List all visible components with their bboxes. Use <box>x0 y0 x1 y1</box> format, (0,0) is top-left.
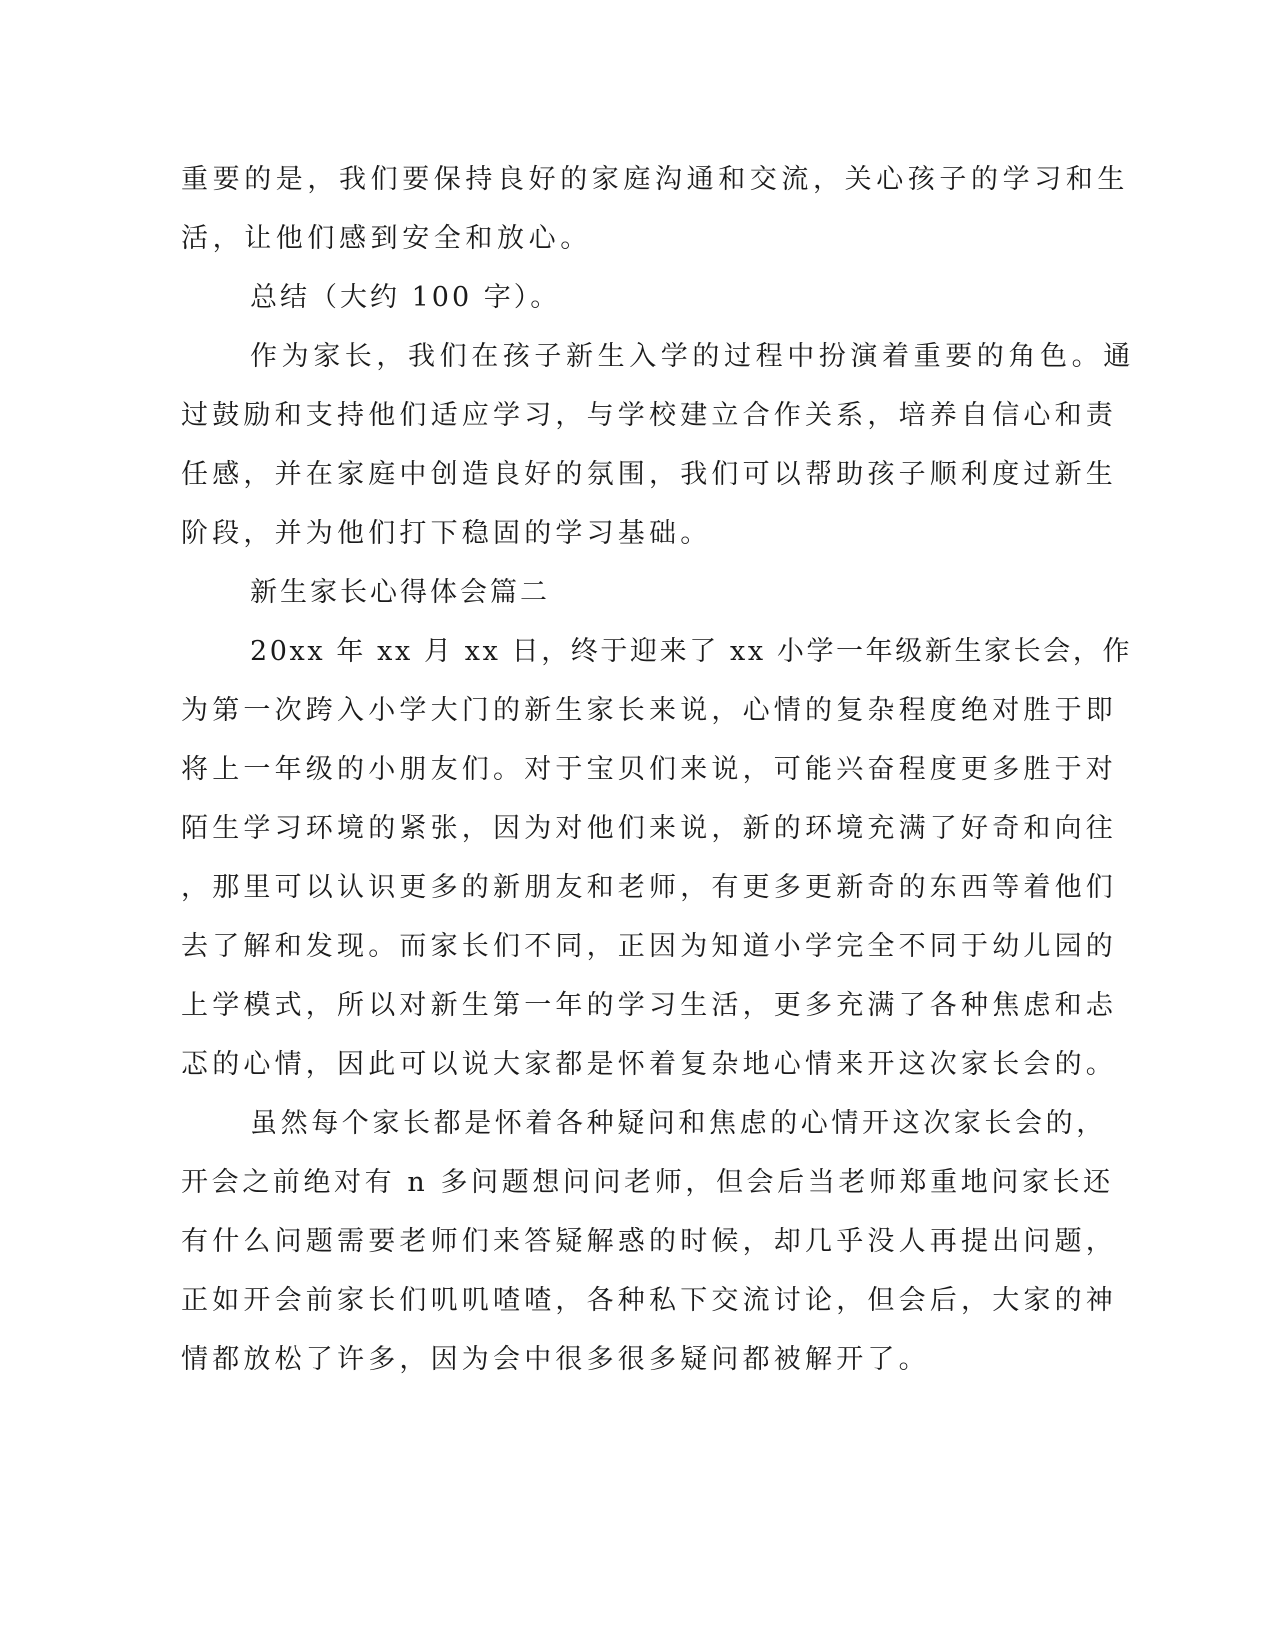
text-line: 正如开会前家长们叽叽喳喳，各种私下交流讨论，但会后，大家的神 <box>181 1285 1117 1316</box>
text-line: 过鼓励和支持他们适应学习，与学校建立合作关系，培养自信心和责 <box>181 400 1117 431</box>
section-heading: 新生家长心得体会篇二 <box>250 577 550 608</box>
text-line: ，那里可以认识更多的新朋友和老师，有更多更新奇的东西等着他们 <box>181 872 1117 903</box>
text-line: 忑的心情，因此可以说大家都是怀着复杂地心情来开这次家长会的。 <box>181 1049 1117 1080</box>
text-line: 陌生学习环境的紧张，因为对他们来说，新的环境充满了好奇和向往 <box>181 813 1117 844</box>
text-line: 阶段，并为他们打下稳固的学习基础。 <box>181 518 712 549</box>
text-line: 情都放松了许多，因为会中很多很多疑问都被解开了。 <box>181 1344 930 1375</box>
text-line: 作为家长，我们在孩子新生入学的过程中扮演着重要的角色。通 <box>250 341 1135 372</box>
text-line: 为第一次跨入小学大门的新生家长来说，心情的复杂程度绝对胜于即 <box>181 695 1117 726</box>
text-line: 将上一年级的小朋友们。对于宝贝们来说，可能兴奋程度更多胜于对 <box>181 754 1117 785</box>
section-heading: 总结（大约 100 字）。 <box>250 282 561 313</box>
text-line: 20xx 年 xx 月 xx 日，终于迎来了 xx 小学一年级新生家长会，作 <box>250 636 1133 667</box>
text-line: 有什么问题需要老师们来答疑解惑的时候，却几乎没人再提出问题， <box>181 1226 1117 1257</box>
text-line: 重要的是，我们要保持良好的家庭沟通和交流，关心孩子的学习和生 <box>181 164 1129 195</box>
text-line: 活，让他们感到安全和放心。 <box>181 223 592 254</box>
text-line: 去了解和发现。而家长们不同，正因为知道小学完全不同于幼儿园的 <box>181 931 1117 962</box>
text-line: 开会之前绝对有 n 多问题想问问老师，但会后当老师郑重地问家长还 <box>181 1167 1114 1198</box>
text-line: 任感，并在家庭中创造良好的氛围，我们可以帮助孩子顺利度过新生 <box>181 459 1117 490</box>
text-line: 虽然每个家长都是怀着各种疑问和焦虑的心情开这次家长会的， <box>250 1108 1107 1139</box>
text-line: 上学模式，所以对新生第一年的学习生活，更多充满了各种焦虑和忐 <box>181 990 1117 1021</box>
